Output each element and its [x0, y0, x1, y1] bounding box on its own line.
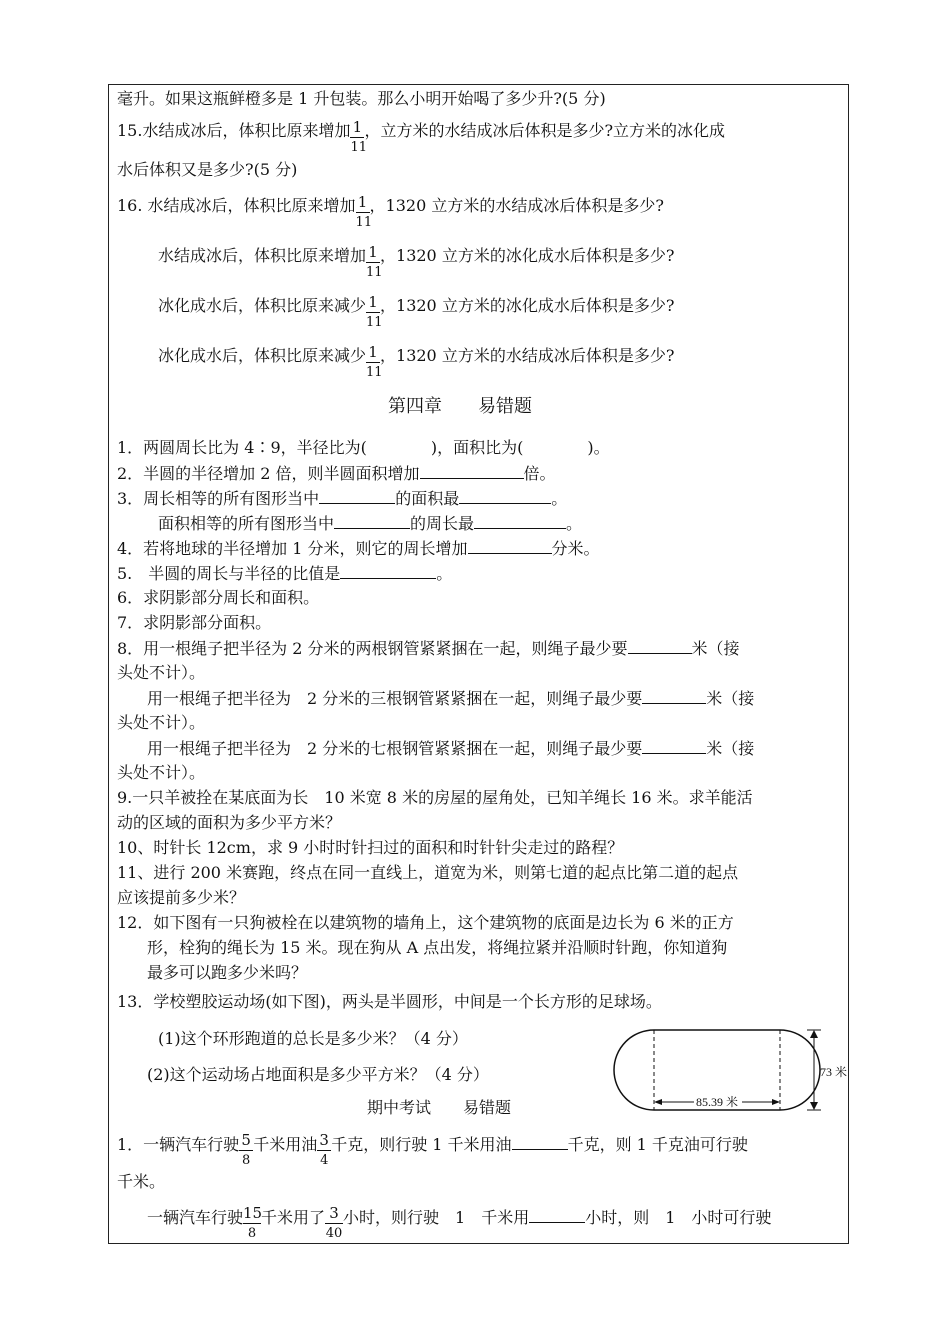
fraction: $\frac{3}{40}$	[325, 1204, 343, 1241]
answer-blank[interactable]	[512, 1133, 568, 1150]
fraction: $\frac{15}{8}$	[243, 1204, 263, 1241]
answer-blank[interactable]	[628, 637, 692, 654]
answer-blank[interactable]	[474, 512, 566, 529]
ch4-q12: 12．如下图有一只狗被栓在以建筑物的墙角上，这个建筑物的底面是边长为 6 米的正方	[117, 913, 734, 932]
height-label: 73 米	[820, 1065, 848, 1079]
answer-blank[interactable]	[420, 462, 524, 479]
fraction: $\frac{1}{11}$	[366, 243, 383, 280]
ch4-q10: 10、时针长 12cm，求 9 小时时针扫过的面积和时针针尖走过的路程？	[117, 838, 624, 857]
mid-q1: 1．一辆汽车行驶 $\frac{5}{8}$ 千米用油 $\frac{3}{4}$ 千克，则行驶 1 千米用油 千克，则 1 千克油可行驶	[117, 1131, 748, 1168]
chapter-title: 第四章 易错题	[388, 396, 532, 417]
answer-blank[interactable]	[642, 687, 706, 704]
arrow-up	[810, 1030, 818, 1038]
fraction: $\frac{3}{4}$	[317, 1133, 331, 1155]
answer-blank[interactable]	[468, 537, 552, 554]
track-diagram	[608, 1024, 848, 1120]
answer-blank[interactable]	[642, 737, 706, 754]
fraction: $\frac{1}{11}$	[350, 118, 367, 155]
ch4-q8-cont: 头处不计）。	[117, 663, 206, 682]
ch4-q11-cont: 应该提前多少米？	[117, 888, 246, 907]
fraction: $\frac{1}{11}$	[366, 343, 383, 380]
ch4-q3-b: 面积相等的所有图形当中 的周长最 。	[158, 514, 583, 533]
ch4-q13-1: (1)这个环形跑道的总长是多少米？（4 分）	[158, 1029, 468, 1048]
ch4-q8: 8．用一根绳子把半径为 2 分米的两根钢管紧紧捆在一起，则绳子最少要 米（接	[117, 639, 740, 658]
ch4-q5: 5. 半圆的周长与半径的比值是 。	[117, 564, 453, 583]
ch4-q13-2: (2)这个运动场占地面积是多少平方米？（4 分）	[147, 1065, 489, 1084]
width-label: 85.39 米	[696, 1095, 739, 1109]
ch4-q8-c: 用一根绳子把半径为 2 分米的七根钢管紧紧捆在一起，则绳子最少要 米（接	[147, 739, 755, 758]
question-16-d: 冰化成水后，体积比原来减少 $\frac{1}{11}$ ，1320 立方米的水结成冰后体积是多少?	[158, 343, 675, 380]
ch4-q8-b: 用一根绳子把半径为 2 分米的三根钢管紧紧捆在一起，则绳子最少要 米（接	[147, 689, 755, 708]
ch4-q8-b-cont: 头处不计）。	[117, 713, 206, 732]
arrow-right	[772, 1099, 780, 1105]
ch4-q8-c-cont: 头处不计）。	[117, 763, 206, 782]
question-16-b: 水结成冰后，体积比原来增加 $\frac{1}{11}$ ，1320 立方米的冰化成水后体积是多少?	[158, 243, 675, 280]
answer-blank[interactable]	[340, 562, 436, 579]
fraction: $\frac{1}{11}$	[355, 193, 373, 230]
arrow-left	[654, 1099, 662, 1105]
mid-q1-cont: 千米。	[117, 1172, 166, 1191]
answer-blank[interactable]	[529, 1206, 585, 1223]
answer-blank[interactable]	[319, 487, 395, 504]
ch4-q9: 9.一只羊被拴在某底面为长 10 米宽 8 米的房屋的屋角处，已知羊绳长 16 米。求羊能活	[117, 788, 753, 807]
answer-blank[interactable]	[459, 487, 551, 504]
text-line: 毫升。如果这瓶鲜橙多是 1 升包装。那么小明开始喝了多少升?(5 分)	[117, 89, 606, 108]
ch4-q7: 7．求阴影部分面积。	[117, 613, 272, 632]
ch4-q1: 1．两圆周长比为 4∶9，半径比为( )，面积比为( )。	[117, 438, 610, 457]
ch4-q11: 11、进行 200 米赛跑，终点在同一直线上，道宽为米，则第七道的起点比第二道的起点	[117, 863, 739, 882]
ch4-q6: 6．求阴影部分周长和面积。	[117, 588, 320, 607]
ch4-q13: 13．学校塑胶运动场(如下图)，两头是半圆形，中间是一个长方形的足球场。	[117, 992, 662, 1011]
fraction: $\frac{1}{11}$	[366, 293, 383, 330]
arrow-down	[810, 1102, 818, 1110]
ch4-q3: 3．周长相等的所有图形当中 的面积最 。	[117, 489, 568, 508]
fraction: $\frac{5}{8}$	[239, 1133, 253, 1155]
question-16-c: 冰化成水后，体积比原来减少 $\frac{1}{11}$ ，1320 立方米的冰化成水后体积是多少?	[158, 293, 675, 330]
ch4-q4: 4．若将地球的半径增加 1 分米，则它的周长增加 分米。	[117, 539, 600, 558]
ch4-q2: 2．半圆的半径增加 2 倍，则半圆面积增加 倍。	[117, 464, 556, 483]
answer-blank[interactable]	[334, 512, 410, 529]
ch4-q9-cont: 动的区域的面积为多少平方米？	[117, 813, 342, 832]
question-16: 16. 水结成冰后，体积比原来增加 $\frac{1}{11}$ ，1320 立方米的水结成冰后体积是多少?	[117, 193, 664, 230]
ch4-q12-cont: 形，栓狗的绳长为 15 米。现在狗从 A 点出发，将绳拉紧并沿顺时针跑，你知道狗	[147, 938, 728, 957]
question-15-cont: 水后体积又是多少?(5 分)	[117, 160, 298, 179]
mid-q1-b: 一辆汽车行驶 $\frac{15}{8}$ 千米用了 $\frac{3}{40}$ 小时，则行驶 1 千米用 小时，则 1 小时可行驶	[147, 1204, 772, 1241]
ch4-q12-cont2: 最多可以跑多少米吗？	[147, 963, 308, 982]
midterm-title: 期中考试 易错题	[367, 1098, 512, 1117]
question-15: 15.水结成冰后，体积比原来增加 $\frac{1}{11}$ ，立方米的水结成冰后体积是多少?立方米的冰化成	[117, 118, 726, 155]
